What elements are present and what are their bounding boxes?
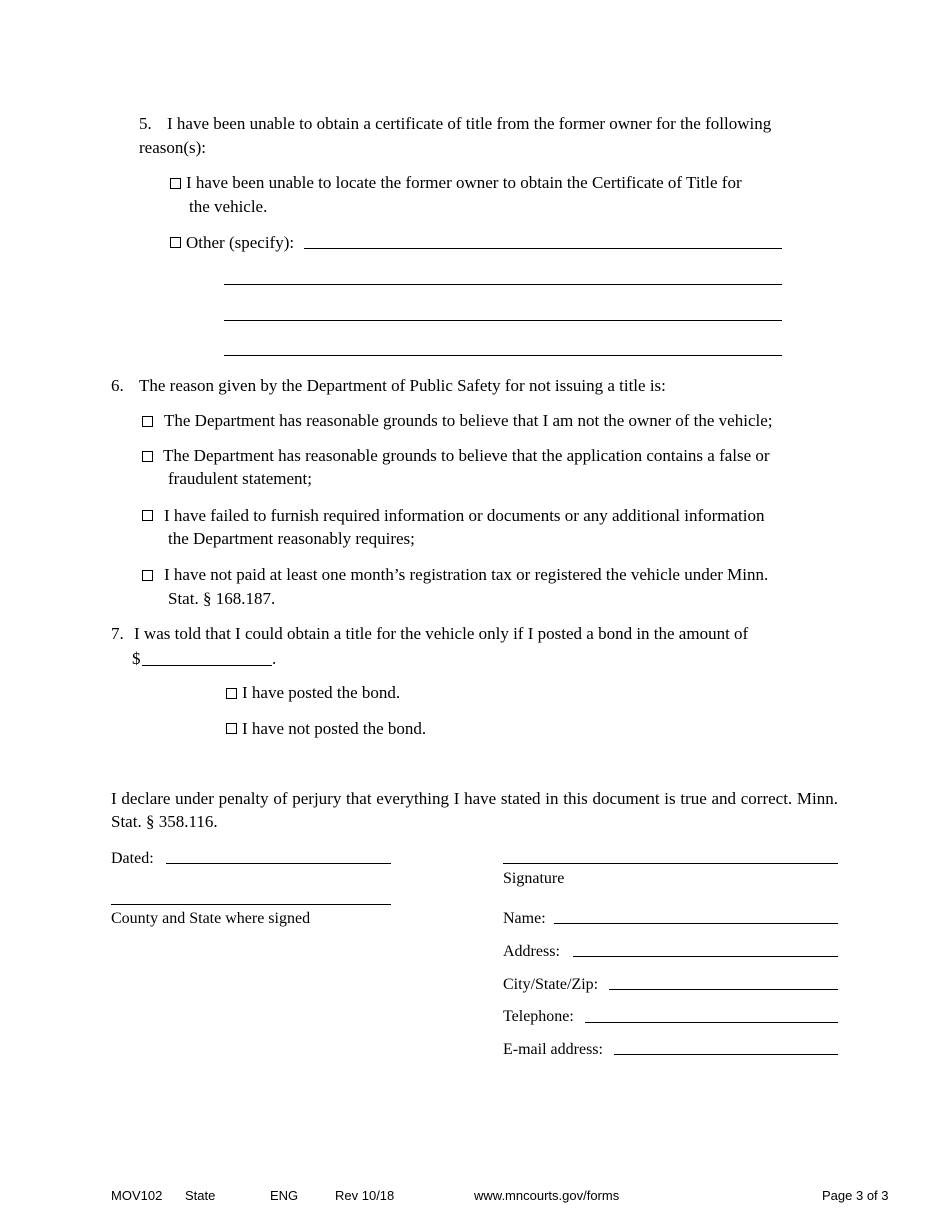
item7-number: 7. [111,624,124,643]
footer-jurisdiction: State [185,1188,216,1203]
name-label: Name: [503,910,546,927]
checkbox-not-posted-bond[interactable] [226,723,237,734]
item6-text: The reason given by the Department of Public Safety for not issuing a title is: [139,376,666,395]
telephone-line[interactable] [585,1022,838,1023]
option-registration-tax-line2: Stat. § 168.187. [168,589,276,608]
option-unable-locate-line1: I have been unable to locate the former owner to obtain the Certificate of Title for [186,173,742,192]
perjury-declaration: I declare under penalty of perjury that everything I have stated in this document is true and correct. Minn. Stat. § 358.116. [111,789,838,831]
checkbox-failed-furnish[interactable] [142,510,153,521]
checkbox-unable-locate-owner[interactable] [170,178,181,189]
option-not-posted-bond: I have not posted the bond. [242,719,427,738]
option-posted-bond: I have posted the bond. [242,683,401,702]
option-unable-locate-line2: the vehicle. [189,197,268,216]
option-false-statement-line2: fraudulent statement; [168,469,312,488]
item5-text-line1: I have been unable to obtain a certificate of title from the former owner for the following [167,114,772,133]
checkbox-other-specify[interactable] [170,237,181,248]
name-line[interactable] [554,923,838,924]
dated-line[interactable] [166,863,391,864]
option-failed-furnish-line1: I have failed to furnish required information or documents or any additional information [164,506,765,525]
county-state-line[interactable] [111,904,391,905]
bond-dollar-sign: $ [132,649,141,668]
item6-number: 6. [111,376,124,395]
item5-number: 5. [139,114,152,133]
address-label: Address: [503,943,560,960]
footer-page-number: Page 3 of 3 [822,1188,889,1203]
footer-language: ENG [270,1188,299,1203]
city-state-zip-line[interactable] [609,989,838,990]
address-line[interactable] [573,956,838,957]
option-registration-tax-line1: I have not paid at least one month’s registration tax or registered the vehicle under Minn. [164,565,769,584]
other-specify-line-1[interactable] [304,248,782,249]
item7-text-line1: I was told that I could obtain a title for the vehicle only if I posted a bond in the amount of [134,624,749,643]
email-line[interactable] [614,1054,838,1055]
option-other-label: Other (specify): [186,233,295,252]
other-specify-line-4[interactable] [224,355,782,356]
telephone-label: Telephone: [503,1008,574,1025]
option-false-statement-line1: The Department has reasonable grounds to believe that the application contains a false or [163,446,770,465]
signature-label: Signature [503,870,565,887]
bond-amount-period: . [272,649,277,668]
item5-text-line2: reason(s): [139,138,207,157]
checkbox-not-owner[interactable] [142,416,153,427]
bond-amount-line[interactable] [142,665,272,666]
footer-revision: Rev 10/18 [335,1188,395,1203]
footer-website: www.mncourts.gov/forms [474,1188,620,1203]
option-failed-furnish-line2: the Department reasonably requires; [168,529,415,548]
footer-form-code: MOV102 [111,1188,163,1203]
signature-line[interactable] [503,863,838,864]
city-state-zip-label: City/State/Zip: [503,976,599,993]
checkbox-registration-tax[interactable] [142,570,153,581]
county-state-label: County and State where signed [111,910,311,927]
email-label: E-mail address: [503,1041,603,1058]
option-not-owner: The Department has reasonable grounds to believe that I am not the owner of the vehicle; [164,411,773,430]
other-specify-line-3[interactable] [224,320,782,321]
dated-label: Dated: [111,850,154,867]
checkbox-posted-bond[interactable] [226,688,237,699]
checkbox-false-statement[interactable] [142,451,153,462]
other-specify-line-2[interactable] [224,284,782,285]
